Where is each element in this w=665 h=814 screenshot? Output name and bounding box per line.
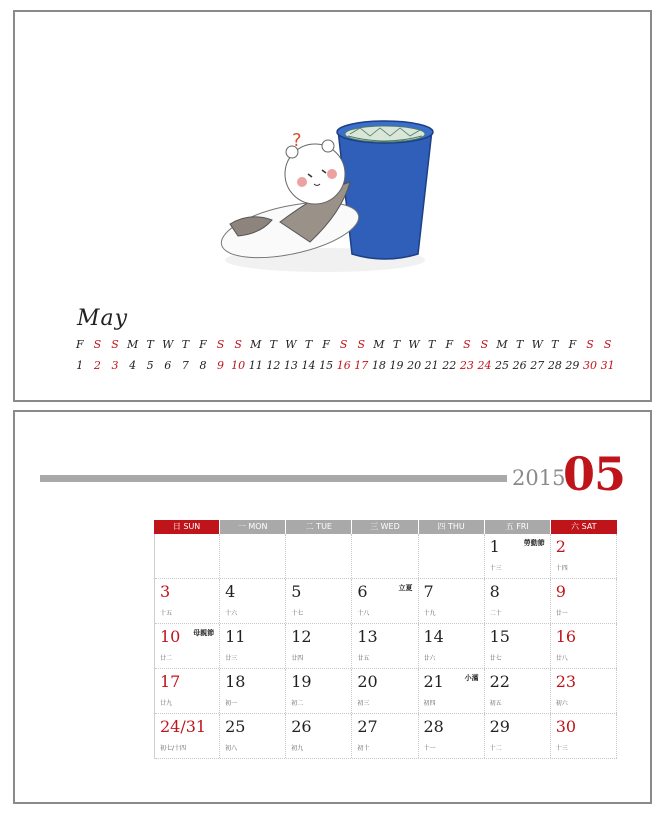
lunar-date: 十三 bbox=[555, 745, 568, 752]
strip-date: 5 bbox=[146, 359, 154, 372]
day-cell[interactable] bbox=[419, 534, 485, 578]
lunar-date: 二十 bbox=[489, 610, 502, 617]
day-cell[interactable] bbox=[220, 534, 286, 578]
lunar-date: 初五 bbox=[489, 700, 502, 707]
day-number: 7 bbox=[423, 582, 434, 601]
strip-date: 24 bbox=[477, 359, 492, 372]
calendar-grid bbox=[154, 520, 617, 759]
strip-day-letter: T bbox=[269, 338, 277, 351]
day-number: 22 bbox=[489, 672, 510, 691]
week-row bbox=[155, 714, 617, 759]
day-number: 14 bbox=[423, 627, 444, 646]
weekday-header: 六 SAT bbox=[551, 520, 617, 534]
strip-day-letter: S bbox=[586, 338, 594, 351]
day-cell[interactable] bbox=[352, 579, 418, 623]
lunar-date: 初六 bbox=[555, 700, 568, 707]
day-number: 4 bbox=[225, 582, 236, 601]
strip-day-letter: W bbox=[285, 338, 297, 351]
strip-date: 10 bbox=[231, 359, 246, 372]
strip-date: 19 bbox=[389, 359, 404, 372]
day-cell[interactable] bbox=[485, 669, 551, 713]
day-cell[interactable] bbox=[485, 714, 551, 758]
week-row bbox=[155, 534, 617, 579]
strip-day-letter: T bbox=[428, 338, 436, 351]
header-divider-bar bbox=[40, 475, 507, 482]
day-number: 19 bbox=[291, 672, 312, 691]
strip-day-letter: M bbox=[496, 338, 508, 351]
day-number: 21 bbox=[423, 672, 444, 691]
strip-day-letter: F bbox=[199, 338, 207, 351]
day-cell[interactable] bbox=[551, 624, 617, 668]
month-name: May bbox=[77, 306, 129, 331]
week-row bbox=[155, 579, 617, 624]
day-number: 1 bbox=[489, 537, 500, 556]
week-row bbox=[155, 669, 617, 714]
strip-day-letter: W bbox=[162, 338, 174, 351]
day-number: 17 bbox=[160, 672, 181, 691]
weekday-header: 二 TUE bbox=[286, 520, 352, 534]
panda-bucket-illustration bbox=[210, 112, 460, 282]
weekday-header: 一 MON bbox=[220, 520, 286, 534]
strip-date: 15 bbox=[319, 359, 334, 372]
weekday-header: 四 THU bbox=[419, 520, 485, 534]
lunar-date: 十一 bbox=[423, 745, 436, 752]
day-cell[interactable] bbox=[419, 624, 485, 668]
lunar-date: 十二 bbox=[489, 745, 502, 752]
strip-date: 27 bbox=[530, 359, 545, 372]
strip-day-letter: W bbox=[531, 338, 543, 351]
date-strip bbox=[71, 359, 616, 372]
strip-day-letter: S bbox=[339, 338, 348, 351]
weekday-strip bbox=[71, 338, 616, 351]
day-number: 30 bbox=[555, 717, 577, 736]
strip-day-letter: F bbox=[322, 338, 330, 351]
calendar-body bbox=[154, 534, 617, 759]
day-cell[interactable] bbox=[551, 534, 617, 578]
day-cell[interactable] bbox=[551, 579, 617, 623]
lunar-date: 初八 bbox=[225, 745, 238, 752]
day-number: 10 bbox=[160, 627, 181, 646]
day-cell[interactable] bbox=[352, 714, 418, 758]
day-number: 29 bbox=[489, 717, 510, 736]
day-cell[interactable] bbox=[352, 534, 418, 578]
lunar-date: 廿三 bbox=[225, 655, 238, 662]
weekday-header: 日 SUN bbox=[154, 520, 220, 534]
day-number: 3 bbox=[160, 582, 171, 601]
festival-label: 母親節 bbox=[193, 629, 215, 637]
day-number: 11 bbox=[225, 627, 246, 646]
festival-label: 立夏 bbox=[398, 584, 413, 592]
strip-date: 1 bbox=[76, 359, 84, 372]
day-number: 8 bbox=[489, 582, 500, 601]
day-cell[interactable] bbox=[220, 714, 286, 758]
day-cell[interactable] bbox=[154, 669, 220, 713]
weekday-header-row bbox=[154, 520, 617, 534]
strip-date: 14 bbox=[301, 359, 316, 372]
lunar-date: 十七 bbox=[291, 610, 304, 617]
lunar-date: 廿五 bbox=[357, 655, 370, 662]
day-cell[interactable] bbox=[352, 624, 418, 668]
lunar-date: 十九 bbox=[423, 610, 436, 617]
strip-date: 22 bbox=[442, 359, 457, 372]
month-number: 05 bbox=[563, 447, 626, 501]
strip-day-letter: F bbox=[75, 338, 84, 351]
day-cell[interactable] bbox=[551, 714, 617, 758]
lunar-date: 廿四 bbox=[291, 655, 304, 662]
festival-label: 小滿 bbox=[464, 674, 479, 682]
strip-day-letter: W bbox=[408, 338, 420, 351]
day-number: 6 bbox=[357, 582, 368, 601]
festival-label: 勞動節 bbox=[523, 539, 545, 547]
day-cell[interactable] bbox=[286, 714, 352, 758]
strip-date: 29 bbox=[565, 359, 580, 372]
day-number: 18 bbox=[225, 672, 246, 691]
top-calendar-card bbox=[13, 10, 652, 402]
strip-date: 9 bbox=[217, 359, 225, 372]
day-cell[interactable] bbox=[286, 579, 352, 623]
strip-day-letter: T bbox=[392, 338, 401, 351]
day-number: 5 bbox=[291, 582, 302, 601]
strip-date: 17 bbox=[354, 359, 369, 372]
strip-date: 13 bbox=[283, 359, 298, 372]
day-number: 12 bbox=[291, 627, 312, 646]
day-number: 25 bbox=[225, 717, 246, 736]
strip-date: 4 bbox=[129, 359, 137, 372]
day-cell[interactable] bbox=[154, 714, 220, 758]
day-cell[interactable] bbox=[220, 624, 286, 668]
lunar-date: 十五 bbox=[160, 610, 173, 617]
day-number: 13 bbox=[357, 627, 378, 646]
strip-date: 20 bbox=[407, 359, 422, 372]
strip-day-letter: S bbox=[357, 338, 366, 351]
strip-day-letter: S bbox=[480, 338, 489, 351]
strip-day-letter: T bbox=[304, 338, 313, 351]
strip-date: 30 bbox=[583, 359, 598, 372]
day-number: 2 bbox=[555, 537, 566, 556]
question-mark-glyph: ? bbox=[292, 130, 302, 151]
strip-date: 12 bbox=[266, 359, 281, 372]
strip-date: 6 bbox=[164, 359, 172, 372]
strip-day-letter: S bbox=[603, 338, 612, 351]
strip-date: 7 bbox=[181, 359, 189, 372]
panda-bucket-drawing bbox=[210, 112, 460, 282]
strip-day-letter: S bbox=[93, 338, 102, 351]
strip-date: 21 bbox=[424, 359, 439, 372]
strip-day-letter: S bbox=[463, 338, 471, 351]
strip-date: 26 bbox=[512, 359, 527, 372]
strip-day-letter: M bbox=[250, 338, 262, 351]
strip-day-letter: T bbox=[515, 338, 524, 351]
day-number: 23 bbox=[555, 672, 577, 691]
lunar-date: 初十 bbox=[357, 745, 370, 752]
lunar-date: 初九 bbox=[291, 745, 304, 752]
day-cell[interactable] bbox=[352, 669, 418, 713]
day-cell[interactable] bbox=[154, 579, 220, 623]
day-cell[interactable] bbox=[286, 669, 352, 713]
weekday-header: 五 FRI bbox=[485, 520, 551, 534]
strip-date: 3 bbox=[111, 359, 119, 372]
strip-date: 18 bbox=[371, 359, 386, 372]
lunar-date: 十六 bbox=[225, 610, 238, 617]
strip-day-letter: M bbox=[126, 338, 139, 351]
day-number: 26 bbox=[291, 717, 312, 736]
strip-day-letter: S bbox=[216, 338, 225, 351]
week-row bbox=[155, 624, 617, 669]
strip-date: 2 bbox=[93, 359, 101, 372]
day-number: 20 bbox=[357, 672, 378, 691]
day-cell[interactable] bbox=[220, 669, 286, 713]
day-number: 16 bbox=[555, 627, 577, 646]
year-label: 2015 bbox=[512, 466, 566, 490]
lunar-date: 廿六 bbox=[423, 655, 436, 662]
strip-day-letter: S bbox=[234, 338, 242, 351]
strip-day-letter: S bbox=[111, 338, 119, 351]
lunar-date: 初一 bbox=[225, 700, 238, 707]
lunar-date: 十四 bbox=[555, 565, 568, 572]
lunar-date: 初三 bbox=[357, 700, 370, 707]
day-cell[interactable] bbox=[419, 669, 485, 713]
day-cell[interactable] bbox=[154, 624, 220, 668]
strip-date: 28 bbox=[547, 359, 562, 372]
lunar-date: 十八 bbox=[357, 610, 370, 617]
day-number: 15 bbox=[489, 627, 510, 646]
day-cell[interactable] bbox=[485, 534, 551, 578]
lunar-date: 廿一 bbox=[555, 610, 568, 617]
day-cell[interactable] bbox=[551, 669, 617, 713]
strip-date: 16 bbox=[336, 359, 351, 372]
day-number: 24/31 bbox=[160, 717, 207, 736]
strip-date: 25 bbox=[495, 359, 510, 372]
day-cell[interactable] bbox=[154, 534, 220, 578]
strip-day-letter: M bbox=[373, 338, 385, 351]
lunar-date: 初四 bbox=[423, 700, 436, 707]
strip-day-letter: F bbox=[568, 338, 577, 351]
day-cell[interactable] bbox=[419, 714, 485, 758]
day-cell[interactable] bbox=[485, 624, 551, 668]
weekday-header: 三 WED bbox=[352, 520, 418, 534]
lunar-date: 十三 bbox=[489, 565, 502, 572]
strip-day-letter: T bbox=[181, 338, 190, 351]
strip-date: 31 bbox=[600, 359, 615, 372]
day-cell[interactable] bbox=[485, 579, 551, 623]
day-cell[interactable] bbox=[220, 579, 286, 623]
strip-day-letter: F bbox=[445, 338, 454, 351]
day-cell[interactable] bbox=[286, 534, 352, 578]
lunar-date: 廿八 bbox=[555, 655, 568, 662]
lunar-date: 廿二 bbox=[160, 655, 173, 662]
strip-date: 8 bbox=[199, 359, 207, 372]
strip-day-letter: T bbox=[146, 338, 154, 351]
strip-day-letter: T bbox=[551, 338, 559, 351]
bottom-calendar-card bbox=[13, 410, 652, 804]
strip-date: 23 bbox=[459, 359, 474, 372]
day-number: 27 bbox=[357, 717, 378, 736]
day-number: 9 bbox=[555, 582, 566, 601]
day-number: 28 bbox=[423, 717, 444, 736]
lunar-date: 廿九 bbox=[160, 700, 173, 707]
lunar-date: 初二 bbox=[291, 700, 304, 707]
strip-date: 11 bbox=[248, 359, 263, 372]
lunar-date: 初七/十四 bbox=[160, 745, 187, 752]
lunar-date: 廿七 bbox=[489, 655, 502, 662]
day-cell[interactable] bbox=[419, 579, 485, 623]
day-cell[interactable] bbox=[286, 624, 352, 668]
